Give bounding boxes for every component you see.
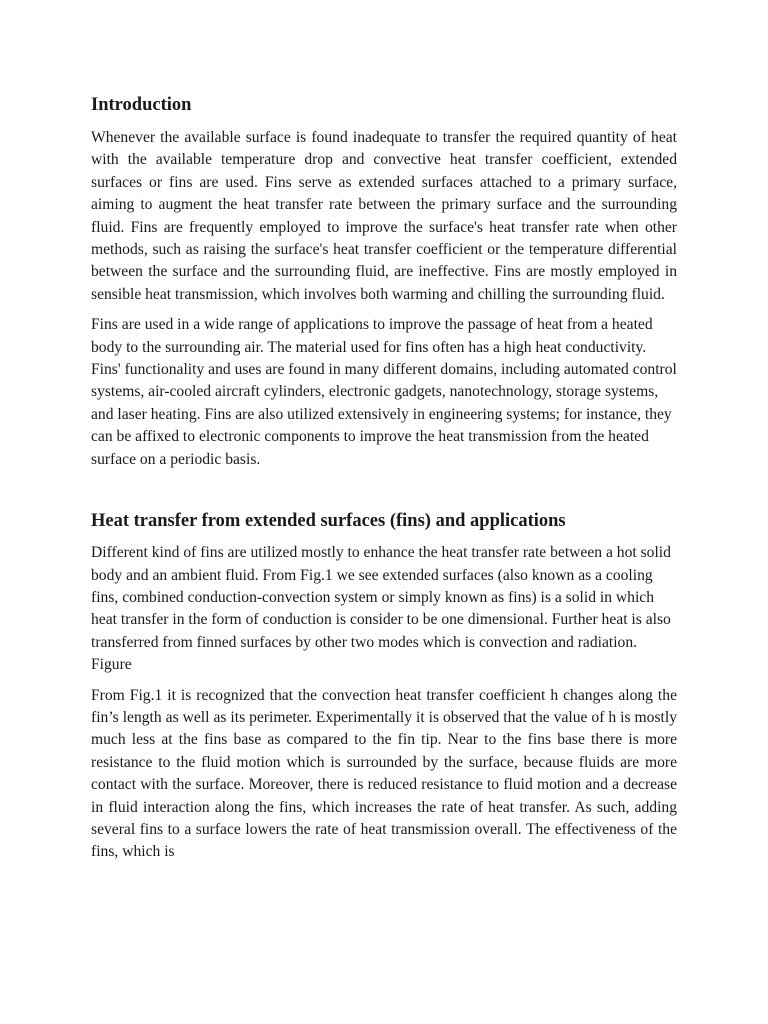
intro-paragraph-2: Fins are used in a wide range of applications to improve the passage of heat from a heated body to the surrounding air. The material used for fins often has a high heat conductivity. Fins' functionality and uses are found in many different domains, including automated control systems, air-cooled aircraft cylinders, electronic gadgets, nanotechnology, storage systems, and laser heating. Fins are also utilized extensively in engineering systems; for instance, they can be affixed to electronic components to improve the heat transmission from the heated surface on a periodic basis. <box>91 316 677 468</box>
section-heading-fins: Heat transfer from extended surfaces (fins) and applications <box>91 511 566 532</box>
section-heading-introduction: Introduction <box>91 95 192 115</box>
fins-paragraph-2: From Fig.1 it is recognized that the convection heat transfer coefficient h changes along the fin’s length as well as its perimeter. Experimentally it is observed that the value of h is mostly much less at the fins base as compared to the fin tip. Near to the fins base there is more resistance to the fluid motion which is surrounded by the surface, because fluids are more contact with the surface. Moreover, there is reduced resistance to fluid motion and a decrease in fluid interaction along the fins, which increases the rate of heat transfer. As such, adding several fins to a surface lowers the rate of heat transmission overall. The effectiveness of the fins, which is <box>91 686 677 861</box>
intro-paragraph-1: Whenever the available surface is found inadequate to transfer the required quantity of heat with the available temperature drop and convective heat transfer coefficient, extended surfaces or fins are used. Fins serve as extended surfaces attached to a primary surface, aiming to augment the heat transfer rate between the primary surface and the surrounding fluid. Fins are frequently employed to improve the surface's heat transfer rate when other methods, such as raising the surface's heat transfer coefficient or the temperature differential between the surface and the surrounding fluid, are ineffective. Fins are mostly employed in sensible heat transmission, which involves both warming and chilling the surrounding fluid. <box>91 129 677 303</box>
fins-paragraph-1: Different kind of fins are utilized mostly to enhance the heat transfer rate between a hot solid body and an ambient fluid. From Fig.1 we see extended surfaces (also known as a cooling fins, combined conduction-convection system or simply known as fins) is a solid in which heat transfer in the form of conduction is consider to be one dimensional. Further heat is also transferred from finned surfaces by other two modes which is convection and radiation. Figure <box>91 544 671 674</box>
document-page <box>91 92 677 872</box>
